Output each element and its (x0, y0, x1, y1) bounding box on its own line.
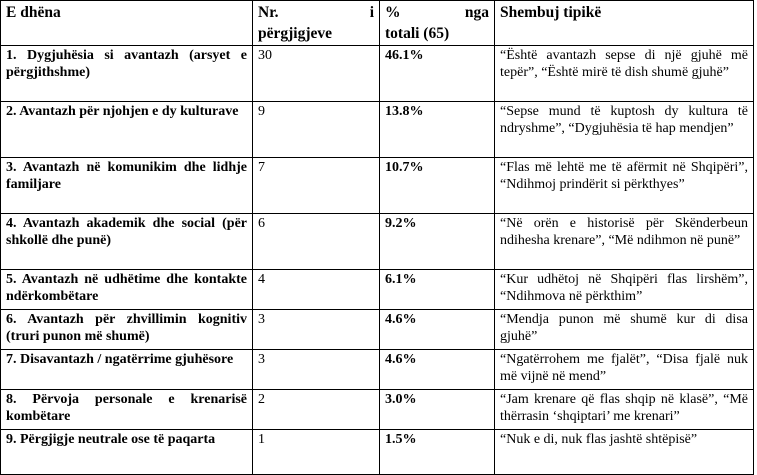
percent-cell: 46.1% (380, 46, 495, 102)
header-percent-word-2: nga (464, 4, 489, 21)
example-cell: “Kur udhëtoj në Shqipëri flas lirshëm”, “Ndihmova në përkthim” (495, 270, 754, 310)
category-cell: 5. Avantazh në udhëtime dhe kontakte ndërkombëtare (1, 270, 253, 310)
example-cell: “Jam krenare që flas shqip në klasë”, “Më thërrasin ‘shqiptari’ me krenari” (495, 390, 754, 430)
header-count-word-3: përgjigjeve (258, 25, 333, 42)
table-row (1, 46, 754, 102)
example-cell: “Nuk e di, nuk flas jashtë shtëpisë” (495, 430, 754, 475)
table-row (1, 310, 754, 350)
count-cell: 9 (253, 102, 380, 158)
percent-cell: 13.8% (380, 102, 495, 158)
table-row (1, 350, 754, 390)
category-cell: 9. Përgjigje neutrale ose të paqarta (1, 430, 253, 475)
table-row (1, 102, 754, 158)
count-cell: 3 (253, 310, 380, 350)
header-percent-word-3: totali (65) (385, 25, 450, 42)
header-percent (380, 1, 495, 46)
table-row (1, 214, 754, 270)
table-row (1, 158, 754, 214)
example-cell: “Mendja punon më shumë kur di disa gjuhë” (495, 310, 754, 350)
count-cell: 6 (253, 214, 380, 270)
example-cell: “Ngatërrohem me fjalët”, “Disa fjalë nuk më vijnë në mend” (495, 350, 754, 390)
percent-cell: 4.6% (380, 310, 495, 350)
count-cell: 7 (253, 158, 380, 214)
count-cell: 2 (253, 390, 380, 430)
count-cell: 1 (253, 430, 380, 475)
percent-cell: 9.2% (380, 214, 495, 270)
count-cell: 4 (253, 270, 380, 310)
header-data: E dhëna (1, 1, 253, 46)
table-row (1, 270, 754, 310)
example-cell: “Flas më lehtë me të afërmit në Shqipëri”, “Ndihmoj prindërit si përkthyes” (495, 158, 754, 214)
percent-cell: 3.0% (380, 390, 495, 430)
table-header-row (1, 1, 754, 46)
category-cell: 3. Avantazh në komunikim dhe lidhje familjare (1, 158, 253, 214)
category-cell: 4. Avantazh akademik dhe social (për shkollë dhe punë) (1, 214, 253, 270)
category-cell: 7. Disavantazh / ngatërrime gjuhësore (1, 350, 253, 390)
example-cell: “Në orën e historisë për Skënderbeun ndihesha krenare”, “Më ndihmon në punë” (495, 214, 754, 270)
count-cell: 3 (253, 350, 380, 390)
table-row (1, 390, 754, 430)
category-cell: 6. Avantazh për zhvillimin kognitiv (truri punon më shumë) (1, 310, 253, 350)
category-cell: 1. Dygjuhësia si avantazh (arsyet e përgjithshme) (1, 46, 253, 102)
percent-cell: 10.7% (380, 158, 495, 214)
header-examples: Shembuj tipikë (495, 1, 754, 46)
example-cell: “Sepse mund të kuptosh dy kultura të ndryshme”, “Dygjuhësia të hap mendjen” (495, 102, 754, 158)
table-row (1, 430, 754, 475)
header-count-word-1: Nr. (258, 4, 279, 21)
percent-cell: 6.1% (380, 270, 495, 310)
category-cell: 8. Përvoja personale e krenarisë kombëtare (1, 390, 253, 430)
header-percent-word-1: % (385, 4, 401, 21)
header-count-word-2: i (369, 4, 374, 21)
percent-cell: 4.6% (380, 350, 495, 390)
category-cell: 2. Avantazh për njohjen e dy kulturave (1, 102, 253, 158)
percent-cell: 1.5% (380, 430, 495, 475)
count-cell: 30 (253, 46, 380, 102)
example-cell: “Është avantazh sepse di një gjuhë më tepër”, “Është mirë të dish shumë gjuhë” (495, 46, 754, 102)
header-response-count (253, 1, 380, 46)
